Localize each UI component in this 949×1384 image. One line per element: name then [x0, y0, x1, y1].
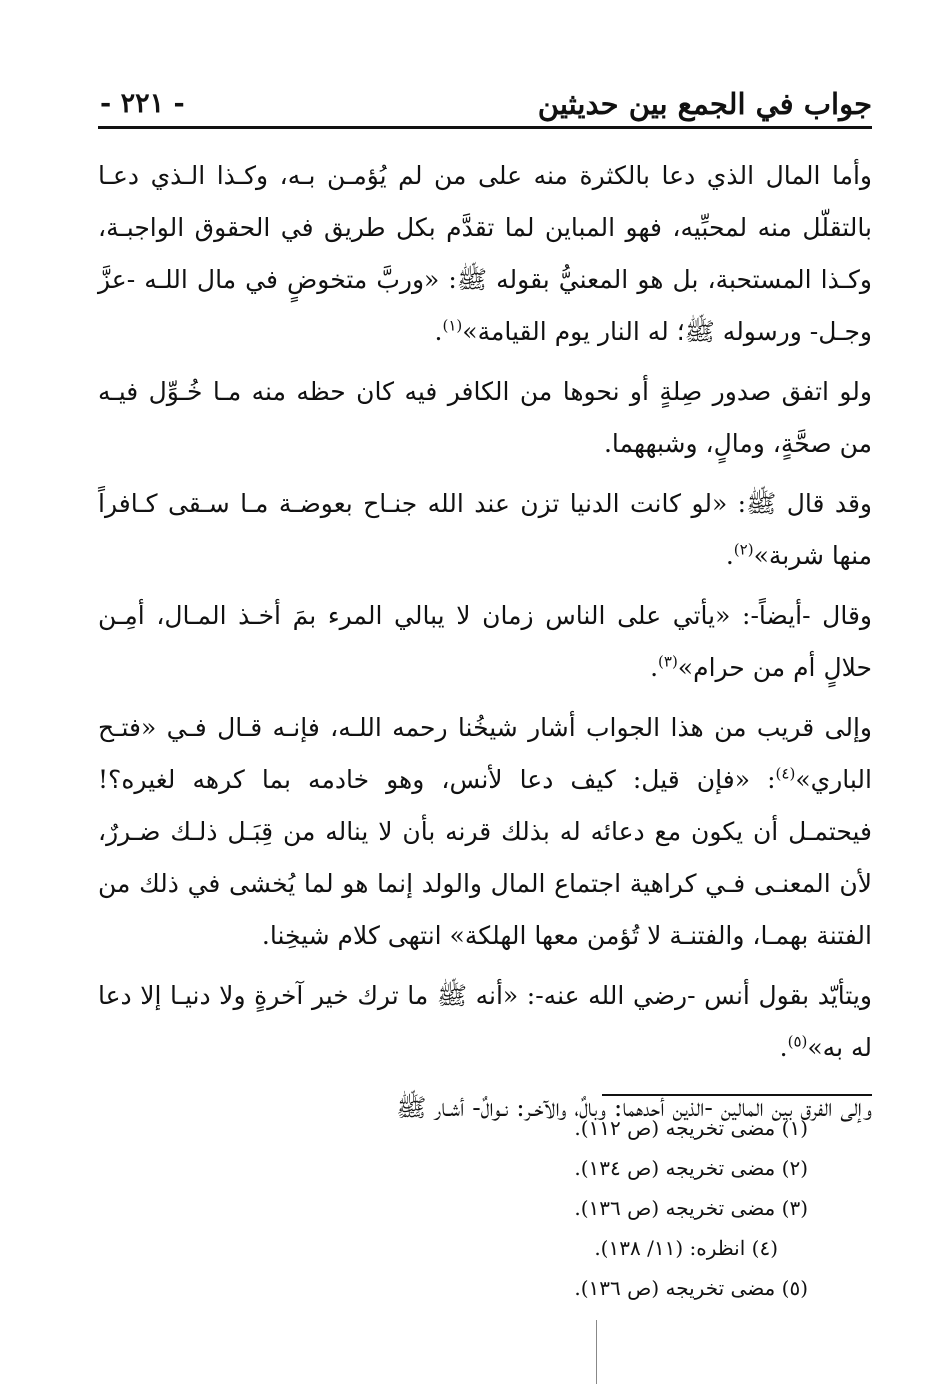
- footnote-ref-2[interactable]: (٢): [733, 540, 754, 559]
- paragraph-2: ولو اتفق صدور صِلةٍ أو نحوها من الكافر فيه كان حظه منه مـا خُـوِّل فيـه من صحَّةٍ، ومالٍ، وشبههما.: [98, 377, 872, 458]
- scan-binding-line: [596, 1320, 597, 1384]
- footnote-2: (٢) مضى تخريجه (ص ١٣٤).: [574, 1156, 808, 1180]
- page-header: [98, 86, 872, 129]
- running-title: جواب في الجمع بين حديثين: [537, 87, 872, 121]
- paragraph-7: وإلى الفرق بين المالين -الذين أحدهما: وبالٌ، والآخـر: نـوالٌ- أشـار ﷺ: [396, 1093, 872, 1122]
- footnotes: [98, 1108, 808, 1308]
- paragraph-5: وإلى قريب من هذا الجواب أشار شيخُنا رحمه اللـه، فإنـه قـال فـي «فتـح الباري»$^{(٤)}$: «فإن قيل: كيف دعا لأنس، وهو خادمه بما كرهه لغيره؟! فيحتمـل أن يكون مع دعائه له بذلك قرنه بأن لا يناله من قِبَـل ذلـك ضـررٌ، لأن المعنـى فـي كراهية اجتماع المال والولد إنما هو لما يُخشى في ذلك من الفتنة بهمـا، والفتنـة لا تُؤمن معها الهلكة» انتهى كلام شيخِنا.: [98, 713, 872, 950]
- paragraph-3: وقد قال ﷺ: «لو كانت الدنيا تزن عند الله جنـاح بعوضـة مـا سـقى كـافراً منها شربة»$^{(٢)}$.: [98, 489, 872, 570]
- footnote-1: (١) مضى تخريجه (ص ١١٢).: [574, 1116, 808, 1140]
- page-number: - ٢٢١ -: [100, 88, 185, 119]
- paragraph-1: وأما المال الذي دعا بالكثرة منه على من لم يُؤمـن بـه، وكـذا الـذي دعـا بالتقلّل منه لمحبِّيه، فهو المباين لما تقدَّم بكل طريق في الحقوق الواجبـة، وكـذا المستحبة، بل هو المعنيُّ بقوله ﷺ: «وربَّ متخوضٍ في مال اللـه -عزَّ وجـل- ورسوله ﷺ؛ له النار يوم القيامة»$^{(١)}$.: [98, 161, 872, 346]
- footnote-5: (٥) مضى تخريجه (ص ١٣٦).: [574, 1276, 808, 1300]
- footnote-ref-5[interactable]: (٥): [787, 1032, 808, 1051]
- main-text: [98, 150, 872, 1142]
- paragraph-6: ويتأيّد بقول أنس -رضي الله عنه-: «أنه ﷺ ما ترك خير آخرةٍ ولا دنيـا إلا دعا له به»$^{(٥)}$.: [98, 981, 872, 1062]
- footnote-ref-4[interactable]: (٤): [775, 764, 796, 783]
- footnote-separator: [602, 1094, 872, 1096]
- paragraph-4: وقال -أيضاً-: «يأتي على الناس زمان لا يبالي المرء بمَ أخـذ المـال، أمِـن حلالٍ أم من حرام»$^{(٣)}$.: [98, 601, 872, 682]
- footnote-3: (٣) مضى تخريجه (ص ١٣٦).: [574, 1196, 808, 1220]
- footnote-4: (٤) انظره: (١١/ ١٣٨).: [594, 1236, 778, 1260]
- footnote-ref-1[interactable]: (١): [442, 316, 463, 335]
- footnote-ref-3[interactable]: (٣): [658, 652, 678, 671]
